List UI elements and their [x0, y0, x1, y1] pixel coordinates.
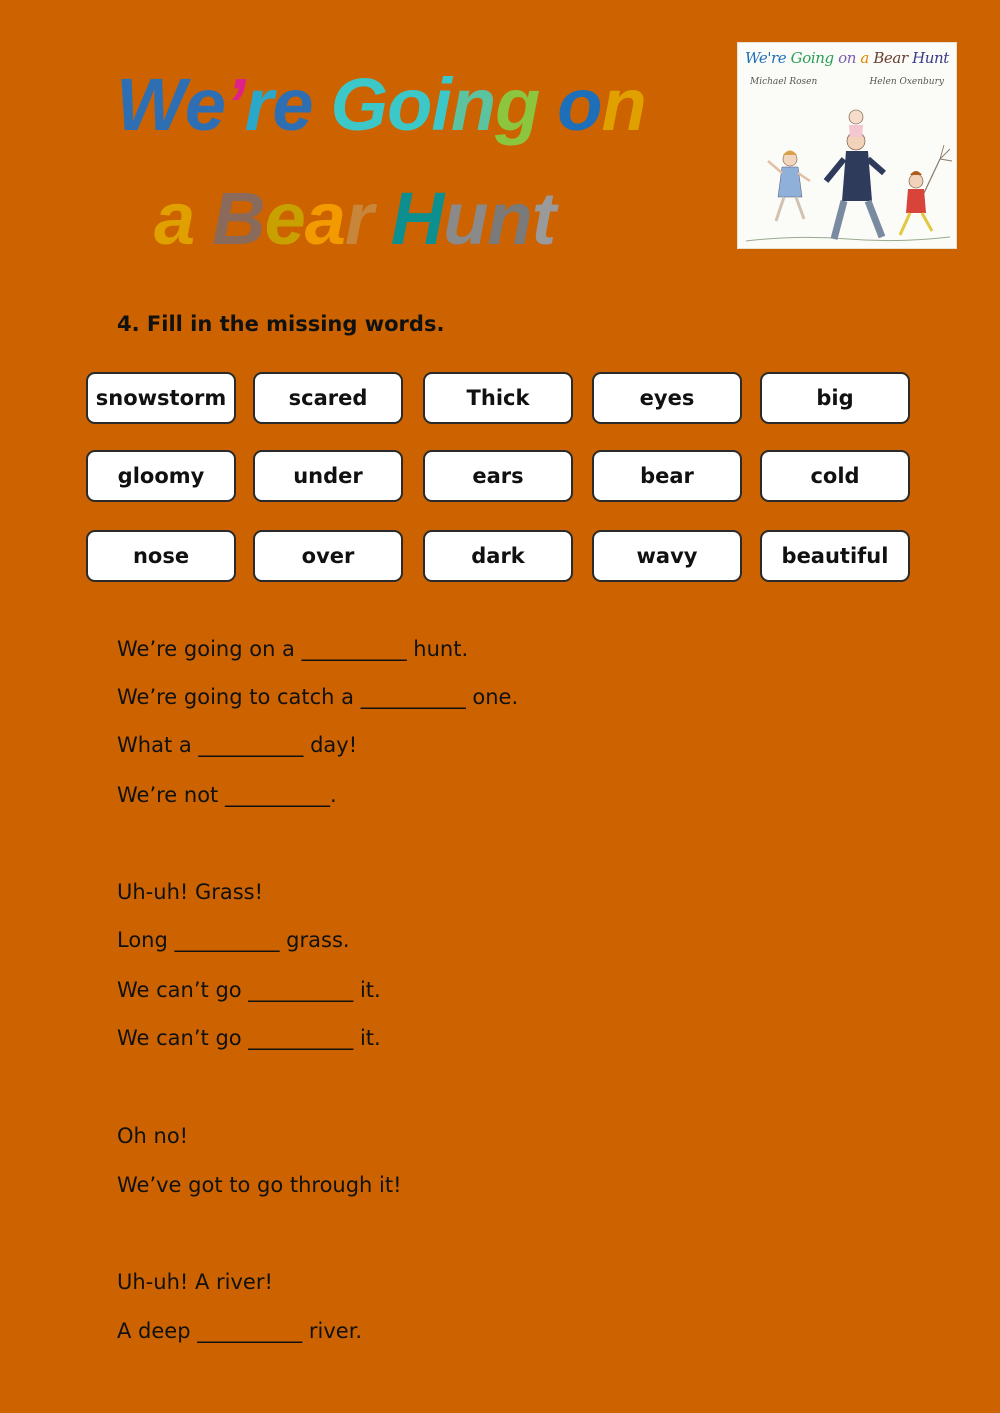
word-box-ears[interactable]: ears — [423, 450, 573, 502]
title-letter: o — [557, 63, 602, 146]
title-letter — [194, 182, 212, 256]
title-letter: u — [443, 177, 488, 260]
word-box-scared[interactable]: scared — [253, 372, 403, 424]
title-letter: e — [272, 63, 313, 146]
book-cover-image — [737, 42, 957, 249]
word-box-nose[interactable]: nose — [86, 530, 236, 582]
word-box-beautiful[interactable]: beautiful — [760, 530, 910, 582]
cover-title-word: Hunt — [912, 49, 949, 67]
text-line: Uh-uh! A river! — [117, 1270, 273, 1294]
title-letter: a — [154, 177, 195, 260]
title-letter: B — [212, 177, 265, 260]
word-box-snowstorm[interactable]: snowstorm — [86, 372, 236, 424]
text-line: Oh no! — [117, 1124, 189, 1148]
text-line: We’re going on a __________ hunt. — [117, 637, 469, 661]
cover-title-word: on — [838, 49, 861, 67]
title-letter: n — [601, 63, 646, 146]
title-letter: t — [531, 177, 556, 260]
text-line: We’ve got to go through it! — [117, 1173, 402, 1197]
word-box-dark[interactable]: dark — [423, 530, 573, 582]
title-letter: i — [431, 63, 451, 146]
text-line: A deep __________ river. — [117, 1319, 363, 1343]
title-letter: H — [390, 177, 444, 260]
title-letter: a — [304, 177, 345, 260]
title-letter — [313, 68, 331, 142]
text-line: We can’t go __________ it. — [117, 1026, 381, 1050]
title-line-1 — [116, 63, 646, 146]
word-box-gloomy[interactable]: gloomy — [86, 450, 236, 502]
title-letter: r — [244, 63, 273, 146]
text-line: We’re going to catch a __________ one. — [117, 685, 519, 709]
title-letter — [539, 68, 557, 142]
word-box-bear[interactable]: bear — [592, 450, 742, 502]
text-line: What a __________ day! — [117, 733, 358, 757]
title-letter: G — [330, 63, 388, 146]
cover-title-word: a — [860, 49, 874, 67]
word-box-cold[interactable]: cold — [760, 450, 910, 502]
title-line-2 — [154, 177, 556, 260]
text-line: We’re not __________. — [117, 783, 337, 807]
cover-illustrator: Helen Oxenbury — [869, 77, 944, 87]
cover-title-word: Bear — [873, 49, 913, 67]
title-letter: n — [450, 63, 496, 146]
title-letter: e — [264, 177, 305, 260]
word-box-wavy[interactable]: wavy — [592, 530, 742, 582]
cover-title — [738, 49, 956, 67]
word-box-thick[interactable]: Thick — [423, 372, 573, 424]
instruction-heading: 4. Fill in the missing words. — [117, 312, 445, 336]
text-line: Uh-uh! Grass! — [117, 880, 264, 904]
family-walking-illustration — [738, 89, 957, 249]
cover-author: Michael Rosen — [750, 77, 818, 87]
word-box-big[interactable]: big — [760, 372, 910, 424]
title-letter: e — [184, 63, 226, 146]
title-letter: n — [487, 177, 532, 260]
word-box-under[interactable]: under — [253, 450, 403, 502]
word-box-over[interactable]: over — [253, 530, 403, 582]
cover-title-word: Going — [790, 49, 839, 67]
title-letter — [373, 182, 391, 256]
title-letter: o — [387, 63, 432, 146]
text-line: Long __________ grass. — [117, 928, 350, 952]
title-letter: W — [116, 63, 185, 146]
text-line: We can’t go __________ it. — [117, 978, 381, 1002]
title-letter: r — [344, 177, 373, 260]
title-letter: g — [495, 63, 540, 146]
title-letter: ’ — [225, 63, 245, 146]
cover-title-word: We're — [745, 49, 791, 67]
word-box-eyes[interactable]: eyes — [592, 372, 742, 424]
